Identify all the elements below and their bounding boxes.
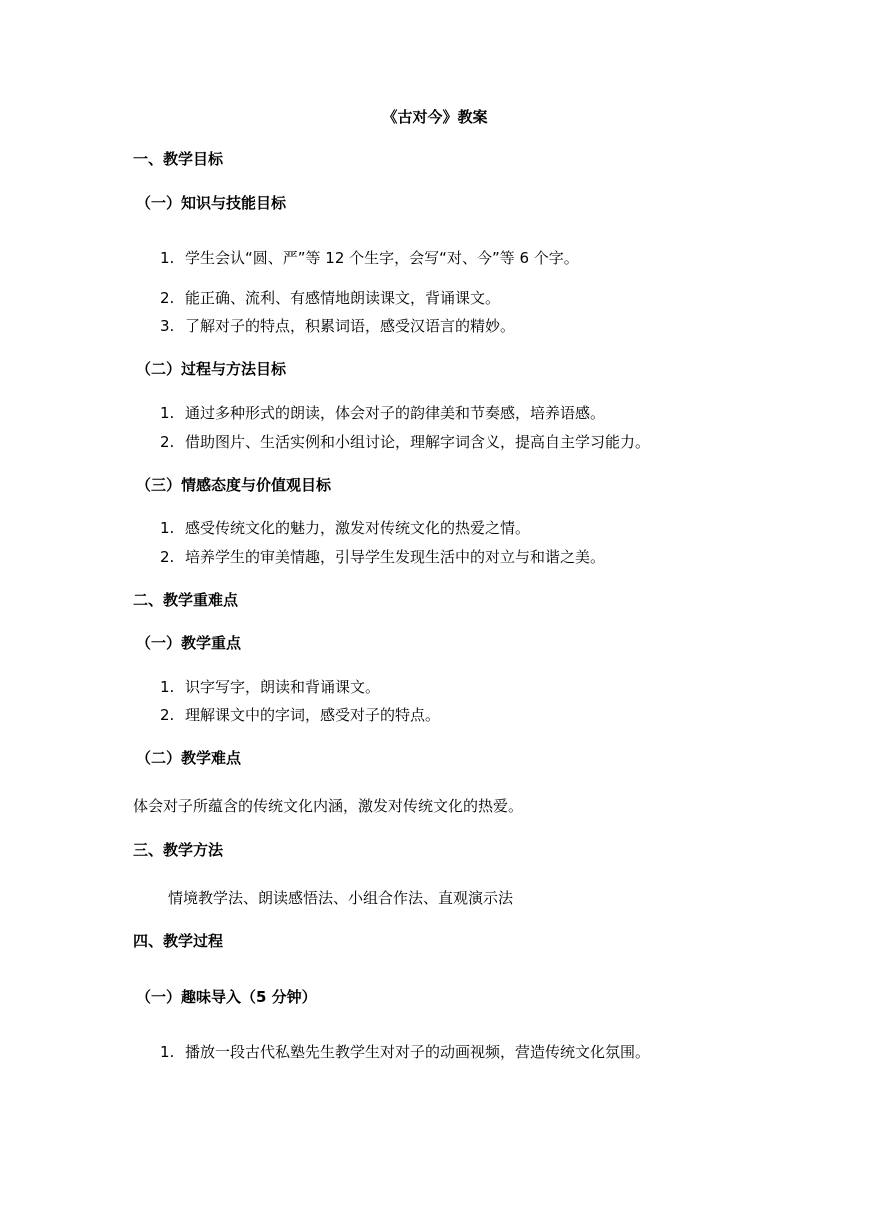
list-item-number: 1.: [160, 519, 175, 537]
subsection-heading-knowledge-skills: （一）知识与技能目标: [136, 194, 287, 212]
section-heading-teaching-goals: 一、教学目标: [133, 150, 224, 168]
subsection-heading-process-methods: （二）过程与方法目标: [136, 360, 287, 378]
list-item-text: 借助图片、生活实例和小组讨论，理解字词含义，提高自主学习能力。: [185, 433, 651, 451]
section-heading-teaching-process: 四、教学过程: [133, 932, 224, 950]
list-item-text: 理解课文中的字词，感受对子的特点。: [185, 706, 441, 724]
list-item-text: 感受传统文化的魅力，激发对传统文化的热爱之情。: [185, 519, 531, 537]
list-item-text: 了解对子的特点，积累词语，感受汉语言的精妙。: [185, 317, 516, 335]
section-heading-teaching-methods: 三、教学方法: [133, 841, 224, 859]
paragraph-teaching-methods: 情境教学法、朗读感悟法、小组合作法、直观演示法: [168, 889, 514, 907]
list-item-number: 1.: [160, 678, 175, 696]
paragraph-difficult-points: 体会对子所蕴含的传统文化内涵，激发对传统文化的热爱。: [133, 797, 524, 815]
list-item-number: 2.: [160, 433, 175, 451]
list-item-number: 1.: [160, 1043, 175, 1061]
subsection-heading-key-points: （一）教学重点: [136, 634, 242, 652]
subsection-heading-difficult-points: （二）教学难点: [136, 749, 242, 767]
subsection-heading-emotion-values: （三）情感态度与价值观目标: [136, 476, 332, 494]
list-item-text: 学生会认“圆、严”等 12 个生字，会写“对、今”等 6 个字。: [185, 249, 579, 267]
list-item-text: 通过多种形式的朗读，体会对子的韵律美和节奏感，培养语感。: [185, 404, 606, 422]
list-item-number: 1.: [160, 404, 175, 422]
section-heading-key-difficult-points: 二、教学重难点: [133, 591, 239, 609]
list-item-number: 2.: [160, 289, 175, 307]
list-item-number: 2.: [160, 706, 175, 724]
list-item-text: 识字写字，朗读和背诵课文。: [185, 678, 381, 696]
list-item-text: 播放一段古代私塾先生教学生对对子的动画视频，营造传统文化氛围。: [185, 1043, 651, 1061]
list-item-text: 培养学生的审美情趣，引导学生发现生活中的对立与和谐之美。: [185, 548, 606, 566]
list-item-number: 1.: [160, 249, 175, 267]
list-item-text: 能正确、流利、有感情地朗读课文，背诵课文。: [185, 289, 501, 307]
subsection-heading-fun-introduction: （一）趣味导入（5 分钟）: [136, 988, 317, 1006]
document-title: 《古对今》教案: [382, 108, 488, 126]
list-item-number: 3.: [160, 317, 175, 335]
list-item-number: 2.: [160, 548, 175, 566]
